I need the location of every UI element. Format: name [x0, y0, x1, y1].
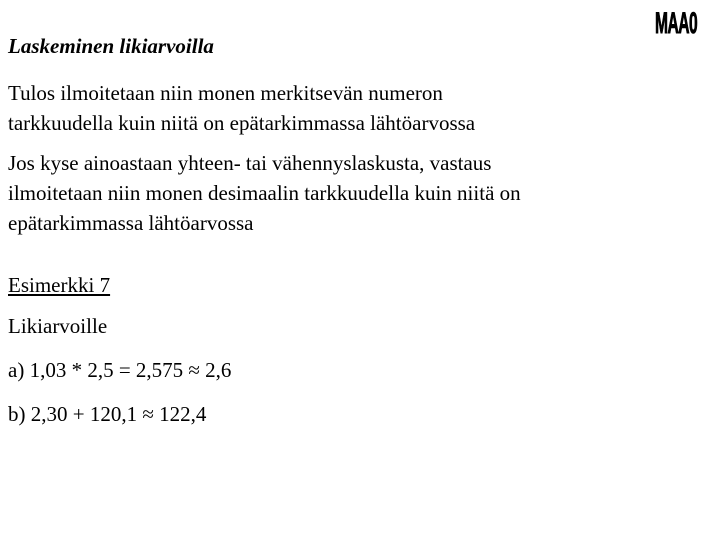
rule-significant-figures-line: tarkkuudella kuin niitä on epätarkimmassa lähtöarvossa — [8, 111, 476, 135]
rule-significant-figures — [8, 78, 475, 138]
rule-significant-figures-line: Tulos ilmoitetaan niin monen merkitsevän numeron — [8, 81, 443, 105]
rule-decimals-line: ilmoitetaan niin monen desimaalin tarkkuudella kuin niitä on — [8, 181, 521, 205]
slide-title: Laskeminen likiarvoilla — [8, 34, 214, 58]
rule-decimals — [8, 148, 521, 238]
example-heading: Esimerkki 7 — [8, 273, 111, 297]
example-item-b: b) 2,30 + 120,1 ≈ 122,4 — [8, 402, 207, 426]
example-item-a: a) 1,03 * 2,5 = 2,575 ≈ 2,6 — [8, 358, 232, 382]
rule-decimals-line: Jos kyse ainoastaan yhteen- tai vähennyslaskusta, vastaus — [8, 151, 492, 175]
logo — [655, 4, 717, 44]
logo-text: MAA0 — [655, 7, 698, 40]
rule-decimals-line: epätarkimmassa lähtöarvossa — [8, 211, 254, 235]
example-intro: Likiarvoille — [8, 314, 108, 338]
